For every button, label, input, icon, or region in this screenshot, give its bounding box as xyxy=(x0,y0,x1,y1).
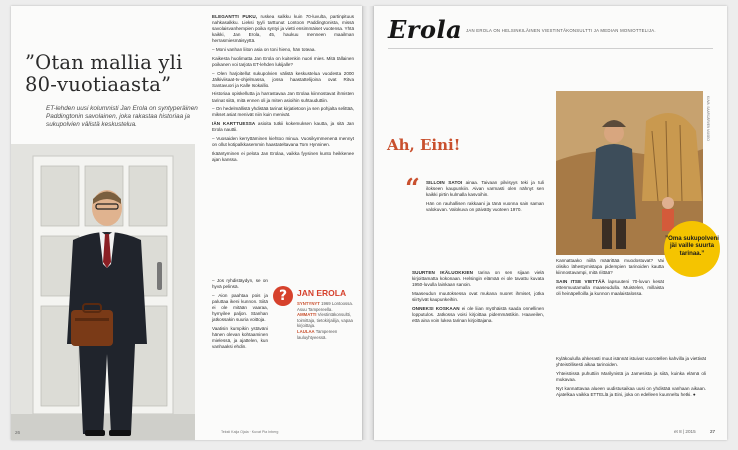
column-logo: Erola xyxy=(388,15,463,44)
page-number-left: 26 xyxy=(15,430,21,435)
column-kicker: JAN EROLA ON HELSINKILÄINEN VIESTINTÄKONSULTTI JA MEDIAN MONIOTTELIJA. xyxy=(466,28,656,33)
fact-label-hobby: LAULAA xyxy=(297,328,315,334)
paragraph xyxy=(212,136,354,148)
intro-text: ET-lehden uusi kolumnisti Jan Erola on syntyperäinen Paddingtonin savolainen, joka rakastaa historiaa ja sukupolvien välistä keskustelua. xyxy=(46,105,198,129)
paragraph-text: ei ole liian myöhäistä saada onnellinen lopputulos. Jatkossa voisi kirjoittaa pidemmästikin. Haaveilen, että aina voin lukea tarinan kirjoittajana. xyxy=(412,305,544,323)
body-column-2 xyxy=(212,278,268,353)
folio: et 8 | 2015 xyxy=(674,429,696,434)
fact-hobby: Tampereen lauluyhtyeessä. xyxy=(297,328,338,340)
left-page xyxy=(11,6,362,440)
right-column-2b xyxy=(556,356,706,400)
paragraph-text: asioita tutkii kokemuksen kautta, ja sitä Jan Erola nauttii. xyxy=(212,120,354,133)
paragraph-text: Historiaa opiskellutta ja harrastavaa Jan Erolaa kiinnostavat ihmisten tarinat siitä, mitä ennen oli ja miten asioihin suhtauduttiin. xyxy=(212,91,354,103)
paragraph xyxy=(212,14,354,44)
paragraph xyxy=(412,306,544,324)
paragraph xyxy=(212,326,268,350)
article-title: ”Otan mallia yli 80-vuotiaasta” xyxy=(25,51,183,96)
paragraph xyxy=(426,201,544,213)
question-mark-icon: ? xyxy=(273,286,293,306)
page-number-right: 27 xyxy=(710,429,716,434)
paragraph xyxy=(212,151,354,163)
paragraph xyxy=(212,56,354,68)
right-column-1b xyxy=(412,270,544,327)
paragraph-text: Vaatisin kumpikin ystäväni hänen olevan kohtaaminen mielessä, ja ajattelen, kun vanhaaksi ehdin. xyxy=(212,325,268,350)
paragraph xyxy=(556,356,706,368)
paragraph-text: Maaseudun muutoksessa ovat mukana nuoret ihmiset, jotka siirtyivät kaupunkeihin. xyxy=(412,290,544,302)
paragraph-text: lapsuuteni 70-luvun kesät ettenmuutamalla maaseudulla. Muistelen, millaista oli heinäpelloilla ja kunnon maalaistalossa. xyxy=(556,278,664,297)
paragraph xyxy=(556,371,706,383)
paragraph-text: – Jos ryhdistäydyn, se on hyvä pelinsä. xyxy=(212,278,268,290)
paragraph-lead: ONNEKSI KOSKAAN xyxy=(412,305,460,311)
fact-born: 1969 Lontoossa. xyxy=(321,301,353,306)
portrait-illustration xyxy=(11,144,195,440)
paragraph-text: Yhteisöissä puhuttiin Marilynistä ja Jamesista ja siitä, kuinka elämä oli mukavaa. xyxy=(556,370,706,382)
right-page xyxy=(374,6,727,440)
paragraph xyxy=(212,121,354,133)
paragraph-text: – Moni vanhan liiton asia on toni hieno, hän toteaa. xyxy=(212,47,316,53)
photo-credit: Teksti Kaija Ojala · Kuvat Pia Inberg xyxy=(221,430,279,434)
paragraph-text: tarina on sen sijaan vielä kirjoittamatta kokonaan. Helsingin elämää ei ole tavattu kuvata 1950-luvulla lainkaan sanoin. xyxy=(412,270,544,288)
body-column-1 xyxy=(212,14,354,165)
paragraph-text: ruskea salkku kuin 70-luvulta, partinpituus nahkasalkku. Lieksi tyyli tarttunut Lontoon Paddingtonista, missä savolaisvanhempien poika syntyi ja vietti ensimmäiset vuotensa. Yhtä kaikki, Jan Erola, 45, haukuu menneen maailman herrasmiesmäisyyttä. xyxy=(212,14,354,44)
paragraph-text: – On hedelmällistä yhdistää tarinat kirjatietoon ja sen pohjalta selittää, mikset asiat menivät niin kuin menivät. xyxy=(212,106,354,118)
paragraph-text: Ikääntyminen ei pelota Jan Erolaa, vaikka fyysinen kunto heikkenee ajan kanssa. xyxy=(212,150,354,162)
paragraph xyxy=(212,278,268,290)
right-column-1 xyxy=(426,180,544,216)
quote-mark-icon: “ xyxy=(405,174,420,204)
paragraph-lead: SUURTEN IKÄLUOKKIEN xyxy=(412,270,474,275)
right-column-2 xyxy=(556,258,664,300)
paragraph-text: Kyläkoululla ahkerasti muut isännät istuivat vuorotellen kahvilla ja viettivät yhteisöllisesti aikaa tarinoiden. xyxy=(556,356,706,368)
paragraph-lead: IÄN KARTTUESSA xyxy=(212,120,256,126)
gutter xyxy=(362,6,374,440)
archive-photo-credit: KUVA: SAARIJÄRVEN MUSEO xyxy=(706,96,710,141)
fact-label-job: AMMATTI xyxy=(297,312,317,318)
fact-name: JAN EROLA xyxy=(297,288,347,298)
fact-label-born: SYNTYNYT xyxy=(297,301,320,306)
paragraph xyxy=(212,71,354,89)
portrait-photo xyxy=(11,144,195,440)
paragraph-text: Hän on rauhallisen rakkaani ja tänä vuonna sain saman valokuvan. Valokuva on päivätty vuoteen 1970. xyxy=(426,200,544,212)
paragraph-text: – Aion paahtaa pois ja paluttaa ikeni kunnon. Siitä ei ole mitään vaaraa, hymyilee paljon. Stanhan jatkossakin suuria voittoja. xyxy=(212,292,268,323)
paragraph xyxy=(212,106,354,118)
fact-details xyxy=(297,301,357,340)
paragraph xyxy=(212,47,354,53)
fact-box xyxy=(297,288,357,340)
paragraph xyxy=(556,279,664,297)
pull-quote: ”Oma sukupolveni jäi vaille suurta tarinaa.” xyxy=(664,221,720,277)
paragraph-lead: SAIN ITSE VIETTÄÄ xyxy=(556,278,605,284)
paragraph xyxy=(412,291,544,303)
paragraph-text: – Vuosaiden kerryttäminen kiehtoo minua. Vuosikymmenenä mennyt on ollut kotipalkkasemmin haastateltavana Tom Hynninen. xyxy=(212,135,354,147)
paragraph xyxy=(556,386,706,398)
fact-job: Viestintäkonsultti, toimittaja, tietokirjailija, vapaa kirjoittaja. xyxy=(297,312,353,329)
article-intro xyxy=(46,105,202,130)
paragraph-text: Kaikesta huolimatta Jan Erola on kuitenkin nuori mies. Mitä tällainen poikanen voi tarjota ET-lehden lukijalle? xyxy=(212,55,354,67)
paragraph-lead: SILLOIN SATOI xyxy=(426,180,463,185)
paragraph-text: Nyt kannattavaa alueen uudistusaikaa uusi on yhdistää vanhaan aikaan. Ajatelkaa vaikka ETTELlä ja Eini, joka on edelleen kuunneltu hetki. ● xyxy=(556,385,706,397)
paragraph-text: – Olen harjoitellut sukupolvien välistä keskustelua vuodesta 2000 Jälkiviisaat-tv-ohjelmassa, jossa haastattelijoina ovat Ritva Santavuori ja Kalle Isokallio. xyxy=(212,70,354,88)
paragraph-text: Kannattaako niillä määrittää muodostuvat? Vai olisiko lähestymistapa pidempien tarinoiden kautta kiinnostavampi, mitä riittää? xyxy=(556,258,664,276)
paragraph xyxy=(212,91,354,103)
paragraph xyxy=(412,270,544,288)
paragraph xyxy=(426,180,544,198)
paragraph-text: ainaa. Taivaan pilvisyys teki ja tuli ilokseen kaupunkiin. Aivan varmasti olen nähnyt sen kaikki pirtin kulmalla kasvoihin. xyxy=(426,180,545,198)
fact-home: Asuu Tampereella. xyxy=(297,306,333,312)
paragraph-lead: ELEGANTTI PUKU, xyxy=(212,14,258,19)
paragraph xyxy=(556,258,664,276)
article-headline: Ah, Eini! xyxy=(387,136,461,154)
paragraph xyxy=(212,293,268,323)
divider xyxy=(388,48,713,49)
